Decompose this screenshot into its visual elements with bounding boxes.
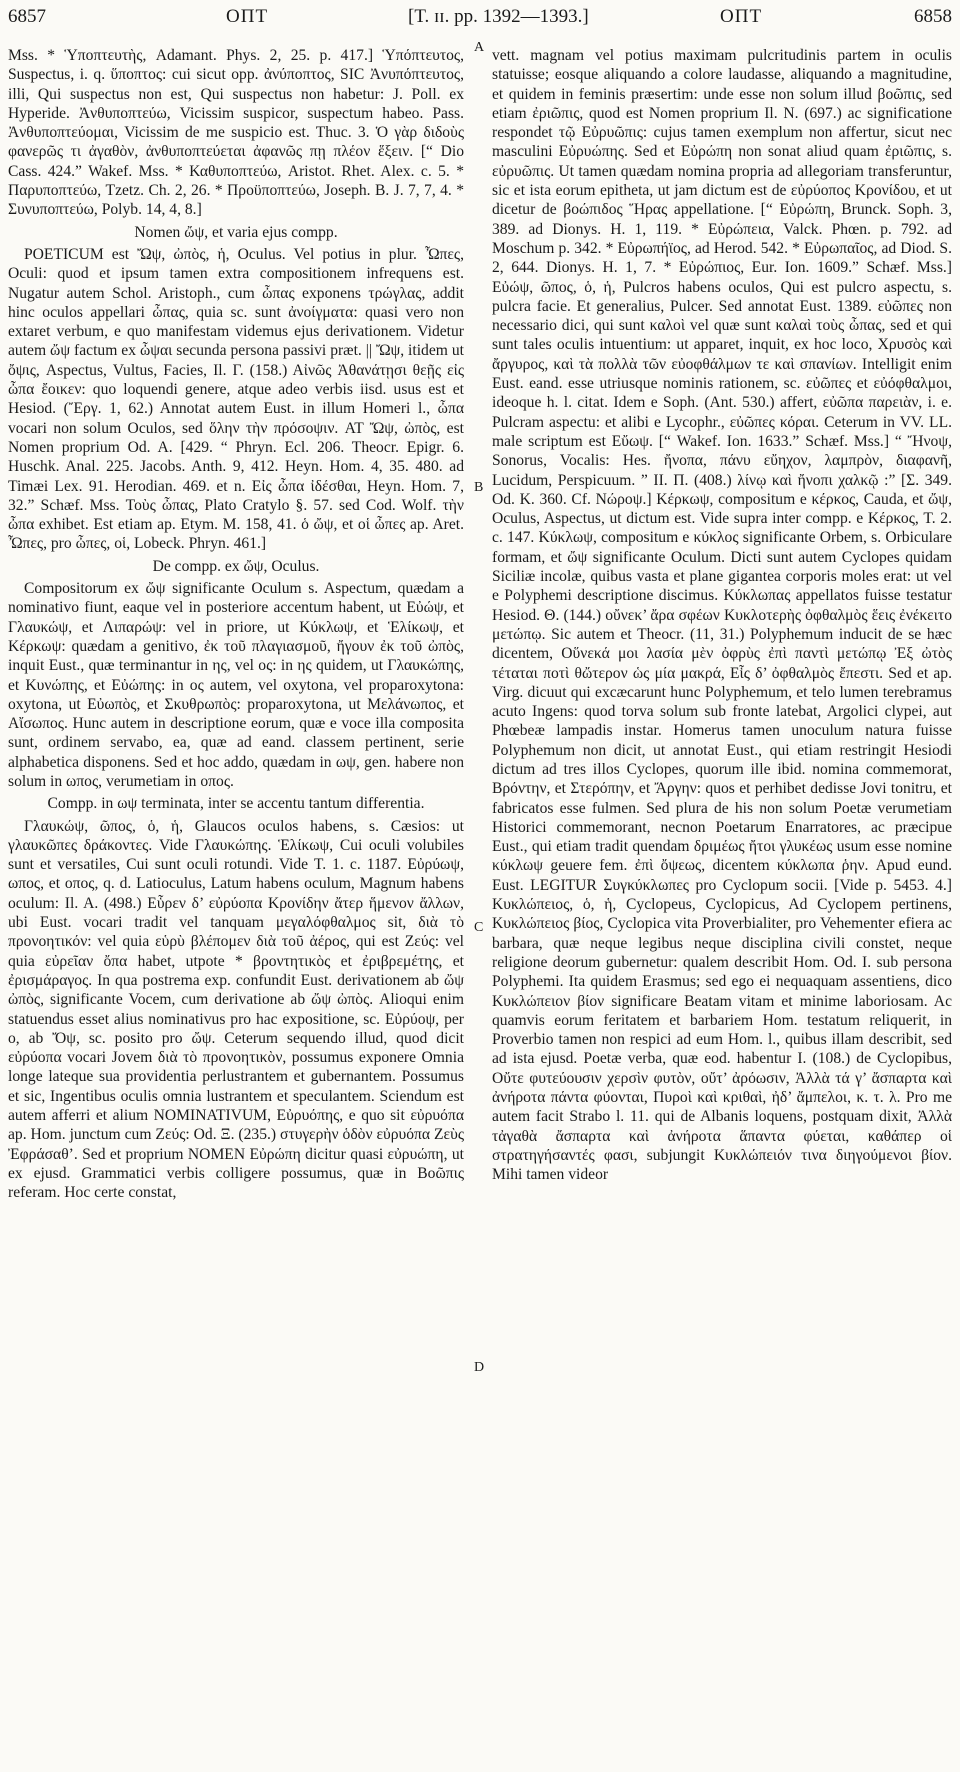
entry-paragraph: Compositorum ex ὤψ significante Oculum s. Aspectum, quædam a nominativo fiunt, eaque vel in posteriore accentum habent, ut Εὐώψ, et Γλαυκώψ, et Λιπαρώψ: vel in priore, ut Κύκλωψ, et Ἑλίκωψ, et Κέρκωψ: quædam a genitivo, ἐκ τοῦ πλαγιασμοῦ, ἤγουν ἐκ τοῦ ὠπὸς, inquit Eust., quæ terminantur in ης, vel ος: in ης quidem, ut Γλαυκώπης, et Κυνώπης, et Εὐώπης: in ος autem, vel oxytona, vel proparoxytona: oxytona, ut Εὐωπὸς, et Σκυθρωπὸς: proparoxytona, ut Μελάνωπος, et Αἴσωπος. Hunc autem in descriptione eorum, quæ e voce illa composita sunt, ordinem servabo, ea, quæ ad eand. classem pertinent, serie alphabetica disponens. Sed et hoc addo, quædam in ωψ, gen. habere non solum in ωπος, verumetiam in οπος. — [8, 580, 464, 790]
left-column — [8, 46, 464, 1764]
running-title-left: ΟΠΤ — [226, 6, 269, 27]
page-number-left: 6857 — [8, 6, 46, 27]
entry-paragraph: Γλαυκώψ, ῶπος, ὁ, ἡ, Glaucos oculos habens, s. Cæsios: ut γλαυκῶπες δράκοντες. Vide Γλαυκώπης. Ἑλίκωψ, Cui oculi volubiles sunt et versatiles, Cui sunt oculi rotundi. Vide T. 1. c. 1187. Εὐρύωψ, ωπος, et οπος, q. d. Latioculus, Latum habens oculum, Magnum habens oculum: Il. A. (498.) Εὗρεν δ’ εὐρύοπα Κρονίδην ἄτερ ἥμενον ἄλλων, ubi Eust. vocari tradit vel tanquam μεγαλόφθαλμος sit, διὰ τὸ προνοητικόν: vel quia εὑρὺ βλέπομεν διὰ τοῦ ἀέρος, qui est Ζεύς: vel quia εὐρεῖαν ὄπα habet, utpote * βροντητικὸς et ἐριβρεμέτης, et ἐρισμάραγος. In qua postrema exp. confundit Eust. derivationem ab ὤψ ὠπὸς, significante Vocem, cum derivatione ab ὤψ ὠπὸς. Alioqui enim statuendus esset alius nominativus pro hac expositione, sc. Εὐρύοψ, per o, ab Ὄψ, sc. posito pro ὤψ. Ceterum sequendo illud, quod dicit εὐρύοπα vocari Jovem διὰ τὸ προνοητικὸν, possumus exponere Omnia longe lateque sua providentia perlustrantem et gubernantem. Possumus et sic, Ingentibus oculis omnia lustrantem et speculantem. Sciendum est autem afferri et alium NOMINATIVUM, Εὐρυόπης, e quo sit εὐρυόπα ap. Hom. junctum cum Ζεύς: Od. Ξ. (235.) στυγερὴν ὁδὸν εὐρυόπα Ζεὺς Ἐφράσαθ’. Sed et proprium NOMEN Εὐρώπη dicitur quasi εὐρυώπη, ut ex ejusd. Grammatici verbis colligere possumus, quæ in Βοῶπις referam. Hoc certe constat, — [8, 817, 464, 1202]
margin-letter-d: D — [474, 1360, 485, 1375]
running-title-right: ΟΠΤ — [720, 6, 763, 27]
page-header — [8, 6, 952, 32]
margin-letter-b: B — [474, 480, 484, 495]
entry-paragraph: Mss. * Ὑποπτευτὴς, Adamant. Phys. 2, 25. p. 417.] Ὑπόπτευτος, Suspectus, i. q. ὕποπτος: cui sicut opp. ἀνύποπτος, SIC Ἀνυπόπτευτος, illi, Qui suspectus non est, Qui suspectus non habetur: J. Poll. ex Hyperide. Ἀνθυποπτεύω, Vicissim suspicor, suspectum habeo. Pass. Ἀνθυποπτεύομαι, Vicissim de me suspicio est. Thuc. 3. Ὁ γὰρ διδοὺς φανερῶς τι ἀγαθὸν, ἀνθυποπτεύεται ἀφανῶς πῃ πλέον ἕξειν. [“ Dio Cass. 424.” Wakef. Mss. * Καθυποπτεύω, Aristot. Rhet. Alex. c. 5. * Παρυποπτεύω, Tzetz. Ch. 2, 26. * Προϋποπτεύω, Joseph. B. J. 7, 7, 4. * Συνυποπτεύω, Polyb. 14, 4, 8.] — [8, 47, 464, 219]
section-heading: Compp. in ωψ terminata, inter se accentu tantum differentia. — [47, 795, 425, 813]
right-column — [492, 46, 952, 1764]
entry-paragraph: vett. magnam vel potius maximam pulcritudinis partem in oculis statuisse; eosque aliquando a colore laudasse, aliquando a magnitudine, et quidem in feminis præsertim: unde esse non solum illud βοῶπις, sed etiam ἐριῶπις, quod est Nomen proprium Il. N. (697.) ac significatione respondet τῷ Εὐρυῶπις: cujus tamen exemplum non affertur, sicut nec masculini Εὐρυώπης. Sed et Εὐρώπη non sonat aliud quam ἐριῶπις, s. εὐρυῶπις. Ut tamen quædam nomina propria ad allegoriam transferuntur, sic et ista eorum epitheta, ut jam dictum est de εὐρύοπος Κρονίδου, et ut dicetur de βοώπιδος Ἥρας appellatione. [“ Εὐρώπη, Brunck. Soph. 3, 389. ad Dionys. H. 1, 119. * Εὐρώπεια, Valck. Phœn. p. 792. ad Moschum p. 342. * Εὐρωπήϊος, ad Herod. 542. * Εὐρωπαῖος, ad Diod. S. 2, 644. Dionys. H. 1, 7. * Εὐρώπιος, Eur. Ion. 1609.” Schæf. Mss.] Εὐώψ, ῶπος, ὁ, ἡ, Pulcros habens oculos, Qui est pulcro aspectu, s. pulcra facie. Et generalius, Pulcer. Sed annotat Eust. 1389. εὐῶπες non necessario dici, qui sunt καλοὶ vel quæ sunt καλαὶ τοὺς ὦπας, sed et qui sunt tales oculis intuentium: ut apparet, inquit, ex hoc loco, Χρυσὸς καὶ ἄργυρος, καὶ τὰ πολλὰ τῶν εὐοφθάλμων τε καὶ σπανίων. Intelligit enim Eust. eand. esse utriusque nominis rationem, sc. εὐῶπες et εὐόφθαλμοι, ideoque h. l. citat. Idem e Soph. (Ant. 530.) affert, εὐῶπα παρειὰν, i. e. Pulcram aspectu: et alibi e Lycophr., εὐῶπες κόραι. Ceterum in VV. LL. male scriptum est Εὔωψ. [“ Wakef. Ion. 1633.” Schæf. Mss.] “ Ἤνοψ, Sonorus, Vocalis: Hes. ἤνοπα, πάνυ εὔηχον, λαμπρὸν, διαφανῆ, Lucidum, Perspicuum. ” II. Π. (408.) λίνῳ καὶ ἤνοπι χαλκῷ :” [Σ. 349. Od. K. 360. Cf. Νώροψ.] Κέρκωψ, compositum e κέρκος, Cauda, et ὤψ, Oculus, Aspectus, ut dictum est. Vide supra inter compp. e Κέρκος, T. 2. c. 147. Κύκλωψ, compositum e κύκλος significante Orbem, s. Orbiculare formam, et ὤψ significante Oculum. Dicti sunt autem Cyclopes quidam Siciliæ incolæ, quibus vasta et plane gigantea corporis moles erat: ut vel e Polyphemi descriptione discimus. Κύκλωπας appellatos fuisse testatur Hesiod. Θ. (144.) οὔνεκ’ ἄρα σφέων Κυκλοτερὴς ὀφθαλμὸς ἕεις ἐνέκειτο μετώπῳ. Sic autem et Theocr. (11, 31.) Polyphemum inducit de se hæc dicentem, Οὕνεκά μοι λασία μὲν ὀφρὺς ἐπὶ παντὶ μετώπῳ Ἐξ ὠτὸς τέταται ποτὶ θὤτερον ὡς μία μακρά, Εἷς δ’ ὀφθαλμὸς ἔπεστι. Sed et ap. Virg. dicuut qui excæcarunt hunc Polyphemum, et telo lumen terebramus acuto Ingens: quod torva solum sub fronte latebat, Argolici clypei, aut Phœbeæ lampadis instar. Homerus tamen unoculum natura fuisse Polyphemum non dicit, ut annotat Eust., qui etiam restringit Hesiodi dictum ad tres illos Cyclopes, quorum ille ibid. nomina commemorat, Βρόντην, et Στερόπην, et Ἄργην: quos et perhibet dedisse Jovi tonitru, et fabricatos esse fulmen. Sed plura de his non solum Poetæ verumetiam Historici commemorant, necnon Poetarum Enarratores, ac præcipue Eust., qui etiam tradit quendam δριμέως ἤτοι γλυκέως usum esse nomine κύκλωψ geuere fem. ἐπὶ ὄψεως, dicentem κύκλωπα ῥην. Apud eund. Eust. LEGITUR Συγκύκλωπες pro Cyclopum socii. [Vide p. 5453. 4.] Κυκλώπειος, ὁ, ἡ, Cyclopeus, Cyclopicus, Ad Cyclopem pertinens, Κυκλώπειος βίος, Cyclopica vita Proverbialiter, pro Vehementer efiera ac barbara, quæ neque legibus neque disciplina civili constet, neque religione deorum gubernetur: qualem describit Hom. Od. I. sub persona Polyphemi. Ita quidem Erasmus; sed ego ei nequaquam assentiens, dico Κυκλώπειον βίον significare Beatam vitam et minime laboriosam. Ac quamvis eorum feritatem et barbariem Hom. testatum reliquerit, in Proverbio tamen non respici ad eum Hom. l., quibus illam describit, sed ad ista ejusd. Poetæ verba, quæ eod. habentur I. (108.) de Cyclopibus, Οὔτε φυτεύουσιν χερσὶν φυτὸν, οὔτ’ ἀρόωσιν, Ἀλλὰ τά γ’ ἄσπαρτα καὶ ἀνήροτα πάντα φύονται, Πυροὶ καὶ κριθαὶ, ἠδ’ ἄμπελοι, κ. τ. λ. Pro me autem facit Strabo l. 11. qui de Albanis loquens, postquam dixit, Ἀλλὰ τἀγαθὰ ἄσπαρτα καὶ ἀνήροτα ἅπαντα φύεται, καθάπερ οἱ στρατηγήσαντές φασι, subjungit Κυκλώπειόν τινα διηγούμενοι βίον. Mihi tamen videor — [492, 47, 952, 1184]
margin-letter-a: A — [474, 40, 485, 55]
section-heading: De compp. ex ὤψ, Oculus. — [152, 557, 320, 575]
entry-paragraph: POETICUM est Ὤψ, ὠπὸς, ἡ, Oculus. Vel potius in plur. Ὦπες, Oculi: quod et ipsum tamen extra compositionem infrequens est. Nugatur autem Schol. Aristoph., cum ὦπας exponens τρώγλας, addit hinc oculos appellari ὦπας, quia sc. sunt ἀνοίγματα: quasi vero non extaret verbum, e quo manifestam videmus ejus derivationem. Videtur autem ὤψ factum ex ὦψαι secunda persona passivi præt. || Ὤψ, itidem ut ὄψις, Aspectus, Vultus, Facies, Il. Γ. (158.) Αἰνῶς Ἀθανάτῃσι θεῇς εἰς ὦπα ἔοικεν: quo loquendi genere, atque adeo verbis iisd. usus est et Hesiod. (Ἔργ. 1, 62.) Annotat autem Eust. in illum Homeri l., ὦπα vocari non solum Oculos, sed ὅλην τὴν πρόσοψιν. AT Ὤψ, ὠπὸς, est Nomen proprium Od. A. [429. “ Phryn. Ecl. 206. Theocr. Epigr. 6. Huschk. Anal. 225. Jacobs. Anth. 9, 412. Heyn. Hom. 4, 35. 480. ad Timæi Lex. 91. Herodian. 469. et n. Εἰς ὦπα ἰδέσθαι, Heyn. Hom. 7, 32.” Schæf. Mss. Τοὺς ὦπας, Plato Cratylo §. 57. sed Cod. Wolf. τὴν ὦπα exhibet. Est etiam ap. Etym. M. 158, 41. ὁ ὤψ, et οἱ ὦπες ap. Aret. Ὦπες, pro ὦπες, οἱ, Lobeck. Phryn. 461.] — [8, 245, 464, 553]
section-heading: Nomen ὤψ, et varia ejus compp. — [134, 223, 338, 241]
page-number-right: 6858 — [914, 6, 952, 27]
margin-letter-c: C — [474, 920, 484, 935]
volume-page-range: [T. ɪɪ. pp. 1392—1393.] — [408, 6, 589, 27]
